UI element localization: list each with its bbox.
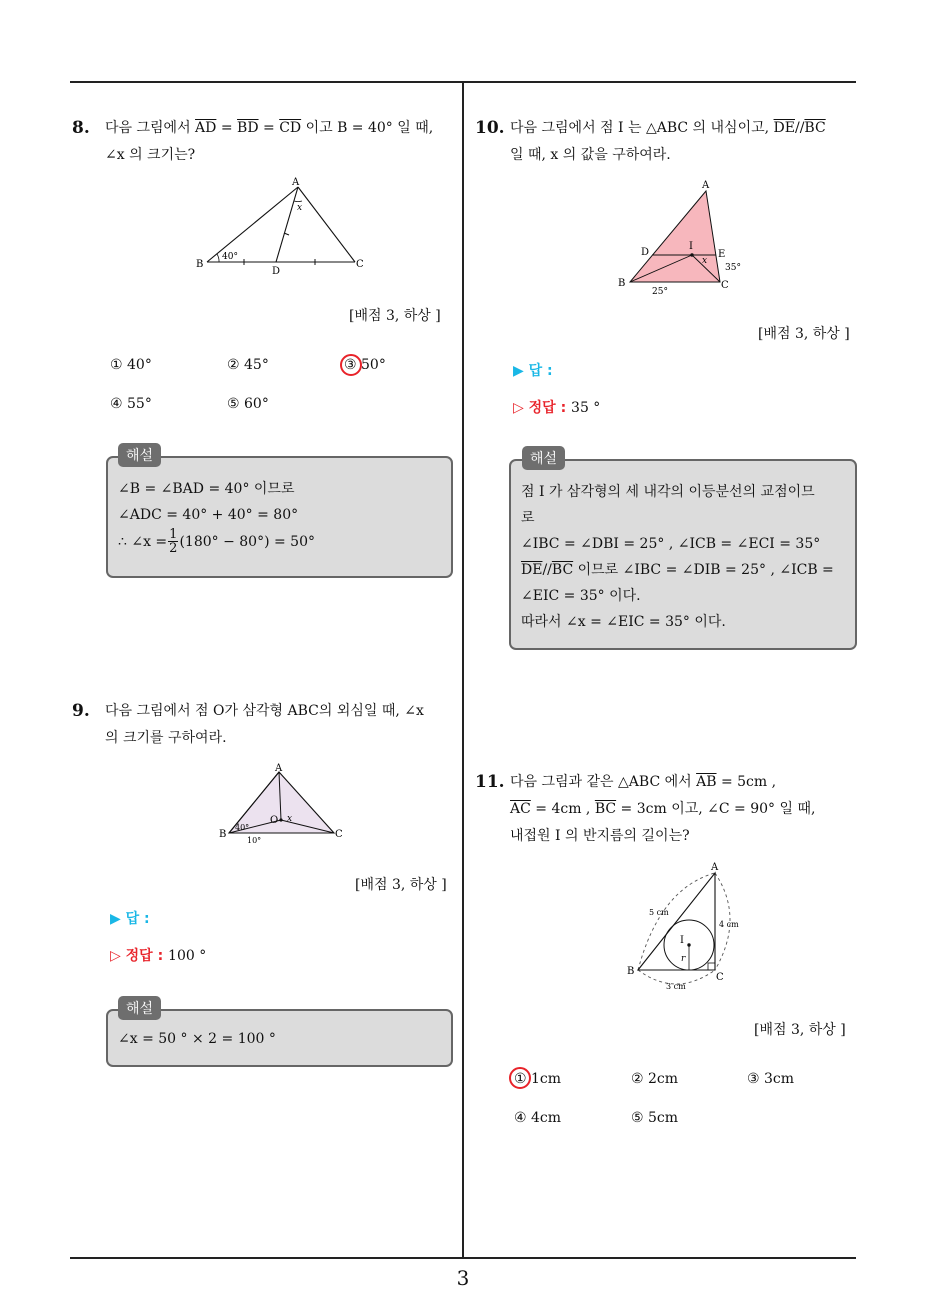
q11-line3: 내접원 I 의 반지름의 길이는?: [510, 828, 690, 844]
q11-line1-pre: 다음 그림과 같은 △ABC 에서: [510, 774, 697, 790]
q11-choice-3[interactable]: ③ 3cm: [747, 1071, 795, 1087]
q9-correct-answer: [110, 945, 206, 965]
q10-expl-line6: 따라서 ∠x = ∠EIC = 35° 이다.: [521, 614, 726, 630]
q8-seg-ad: $\overline{AD}$: [195, 120, 217, 136]
q11-choice-2[interactable]: ② 2cm: [631, 1071, 679, 1087]
q9-correct-value: 100 °: [168, 948, 207, 964]
q8-choice-1[interactable]: ① 40°: [110, 357, 152, 373]
q8-expl3-pre: ∴ ∠x =: [118, 533, 168, 550]
q11-label-c: C: [716, 972, 724, 983]
q8-choice-4[interactable]: ④ 55°: [110, 396, 152, 412]
q9-number: 9.: [72, 701, 90, 721]
q8-seg-bd: $\overline{BD}$: [237, 120, 259, 136]
q8-label-d: D: [272, 266, 281, 277]
q10-angle-25: 25°: [652, 287, 668, 297]
q9-label-c: C: [335, 829, 343, 840]
q10-line1-pre: 다음 그림에서 점 I 는 △ABC 의 내심이고,: [510, 120, 774, 136]
q10-label-e: E: [718, 249, 726, 260]
q10-text: [510, 115, 862, 169]
q8-expl3-post: (180° − 80°) = 50°: [179, 533, 315, 550]
q9-figure: [215, 760, 350, 850]
q11-line2-mid: = 4cm ,: [530, 801, 595, 817]
q11-right-angle: [708, 963, 715, 970]
q11-text: [510, 769, 862, 850]
q11-line1-post: = 5cm ,: [716, 774, 777, 790]
q10-expl-line1: 점 I 가 삼각형의 세 내각의 이등분선의 교점이므: [521, 484, 815, 500]
q8-seg-cd: $\overline{CD}$: [279, 120, 302, 136]
q11-number: 11.: [475, 772, 505, 792]
q10-correct-answer: [513, 397, 600, 417]
q9-label-b: B: [219, 829, 227, 840]
q8-label-c: C: [356, 259, 364, 270]
q10-angle-x: x: [702, 256, 708, 266]
q11-choice-4[interactable]: ④ 4cm: [514, 1110, 562, 1126]
q10-number: 10.: [475, 118, 505, 138]
q10-point-i: [690, 253, 693, 256]
q10-label-c: C: [721, 280, 729, 291]
q10-correct-value: 35 °: [571, 400, 601, 416]
q11-seg-ac: $\overline{AC}$: [510, 801, 531, 817]
q10-score: [배점 3, 하상 ]: [758, 326, 850, 342]
q10-seg-de: $\overline{DE}$: [773, 120, 795, 136]
column-divider: [462, 82, 464, 1258]
q11-label-b: B: [627, 966, 635, 977]
q8-figure: [195, 175, 370, 275]
q8-explanation-body: [118, 476, 315, 555]
q10-seg-bc: $\overline{BC}$: [804, 120, 826, 136]
q8-fraction-den: 2: [169, 541, 178, 556]
q8-line2: ∠x 의 크기는?: [105, 147, 196, 163]
q10-parallel: //: [794, 120, 805, 136]
q10-label-a: A: [702, 180, 710, 191]
q8-fraction-num: 1: [169, 527, 178, 542]
q11-triangle: [638, 873, 715, 970]
q8-number: 8.: [72, 118, 90, 138]
q8-side-ab: [207, 187, 298, 262]
q9-label-a: A: [275, 763, 283, 774]
q9-score: [배점 3, 하상 ]: [355, 877, 447, 893]
q8-explanation-box: [106, 456, 453, 578]
q10-label-d: D: [641, 247, 650, 258]
q10-explanation-box: [509, 459, 857, 650]
page-number: 3: [456, 1266, 470, 1290]
q9-angle-40: 40°: [235, 823, 250, 832]
q11-choice-5[interactable]: ⑤ 5cm: [631, 1110, 679, 1126]
q8-segment-ad: [276, 187, 298, 262]
q8-angle-x: x: [297, 203, 303, 213]
q8-choice-2[interactable]: ② 45°: [227, 357, 269, 373]
q9-label-o: O: [270, 815, 279, 826]
q9-angle-10: 10°: [247, 836, 262, 845]
q10-line2: 일 때, x 의 값을 구하여라.: [510, 147, 671, 163]
q9-point-o: [279, 818, 282, 821]
q10-expl-line4: [521, 557, 834, 583]
q10-expl4-post: 이므로 ∠IBC = ∠DIB = 25° , ∠ICB =: [573, 562, 834, 578]
q8-angle-arc: [217, 254, 219, 262]
q10-explanation-tag: 해설: [522, 446, 565, 470]
q8-explanation-tag: 해설: [118, 443, 161, 467]
q10-expl-line5: ∠EIC = 35° 이다.: [521, 588, 641, 604]
bottom-rule: [70, 1257, 856, 1259]
q8-eq1: =: [216, 120, 238, 136]
q8-answer-circle-mark: [340, 354, 362, 376]
q11-line2-post: = 3cm 이고, ∠C = 90° 일 때,: [616, 801, 816, 817]
q9-line1: 다음 그림에서 점 O가 삼각형 ABC의 외심일 때, ∠x: [105, 703, 424, 719]
q8-angle-arc-x: [294, 201, 302, 202]
q10-expl-parallel: //: [542, 562, 552, 578]
q10-explanation-body: [521, 479, 834, 635]
q8-score: [배점 3, 하상 ]: [349, 308, 441, 324]
q9-explanation-tag: 해설: [118, 996, 161, 1020]
q8-choice-3[interactable]: ③ 50°: [344, 357, 386, 373]
q8-angle-40: 40°: [222, 252, 238, 262]
q8-line1-post: 이고 B = 40° 일 때,: [301, 120, 434, 136]
q8-text: [105, 115, 460, 169]
q11-label-a: A: [711, 862, 719, 873]
q10-expl-seg-bc: $\overline{BC}$: [551, 562, 574, 578]
q10-label-i: I: [689, 241, 693, 252]
q11-label-r: r: [681, 954, 686, 964]
q10-label-b: B: [618, 278, 626, 289]
q8-side-ac: [298, 187, 355, 262]
q8-line1-pre: 다음 그림에서: [105, 120, 196, 136]
q11-label-i: I: [680, 935, 684, 946]
q9-answer-label: ▶ 답 :: [110, 911, 150, 927]
q10-expl-line2: 로: [521, 510, 535, 526]
q11-length-ac: 4 cm: [719, 920, 739, 929]
q10-angle-35: 35°: [725, 263, 741, 273]
q8-choice-5[interactable]: ⑤ 60°: [227, 396, 269, 412]
q11-point-i: [687, 943, 690, 946]
q10-figure: [612, 175, 747, 300]
q8-label-a: A: [292, 177, 300, 188]
q8-eq2: =: [258, 120, 280, 136]
q8-fraction: [168, 528, 178, 555]
q9-line2: 의 크기를 구하여라.: [105, 730, 227, 746]
q11-figure: [620, 858, 750, 993]
q9-angle-x: x: [287, 814, 293, 824]
q8-label-b: B: [196, 259, 204, 270]
q10-expl-seg-de: $\overline{DE}$: [521, 562, 543, 578]
q11-seg-bc: $\overline{BC}$: [594, 801, 617, 817]
q10-expl-line3: ∠IBC = ∠DBI = 25° , ∠ICB = ∠ECI = 35°: [521, 536, 821, 552]
q9-expl-line1: ∠x = 50 ° × 2 = 100 °: [118, 1031, 276, 1047]
q8-expl-line3: [118, 528, 315, 555]
q9-explanation-body: [118, 1026, 276, 1052]
q11-seg-ab: $\overline{AB}$: [696, 774, 717, 790]
q10-triangle: [630, 191, 720, 282]
q11-choice-1[interactable]: ① 1cm: [514, 1071, 562, 1087]
q10-answer-label: ▶ 답 :: [513, 363, 553, 379]
q8-expl-line2: ∠ADC = 40° + 40° = 80°: [118, 507, 299, 523]
q11-score: [배점 3, 하상 ]: [754, 1022, 846, 1038]
q8-expl-line1: ∠B = ∠BAD = 40° 이므로: [118, 481, 295, 497]
q11-answer-circle-mark: [509, 1067, 531, 1089]
q9-correct-label: ▷ 정답 :: [110, 948, 164, 964]
q9-text: [105, 698, 460, 752]
q11-length-ab: 5 cm: [649, 908, 669, 917]
q10-correct-label: ▷ 정답 :: [513, 400, 567, 416]
q11-length-bc: 3 cm: [666, 982, 686, 991]
